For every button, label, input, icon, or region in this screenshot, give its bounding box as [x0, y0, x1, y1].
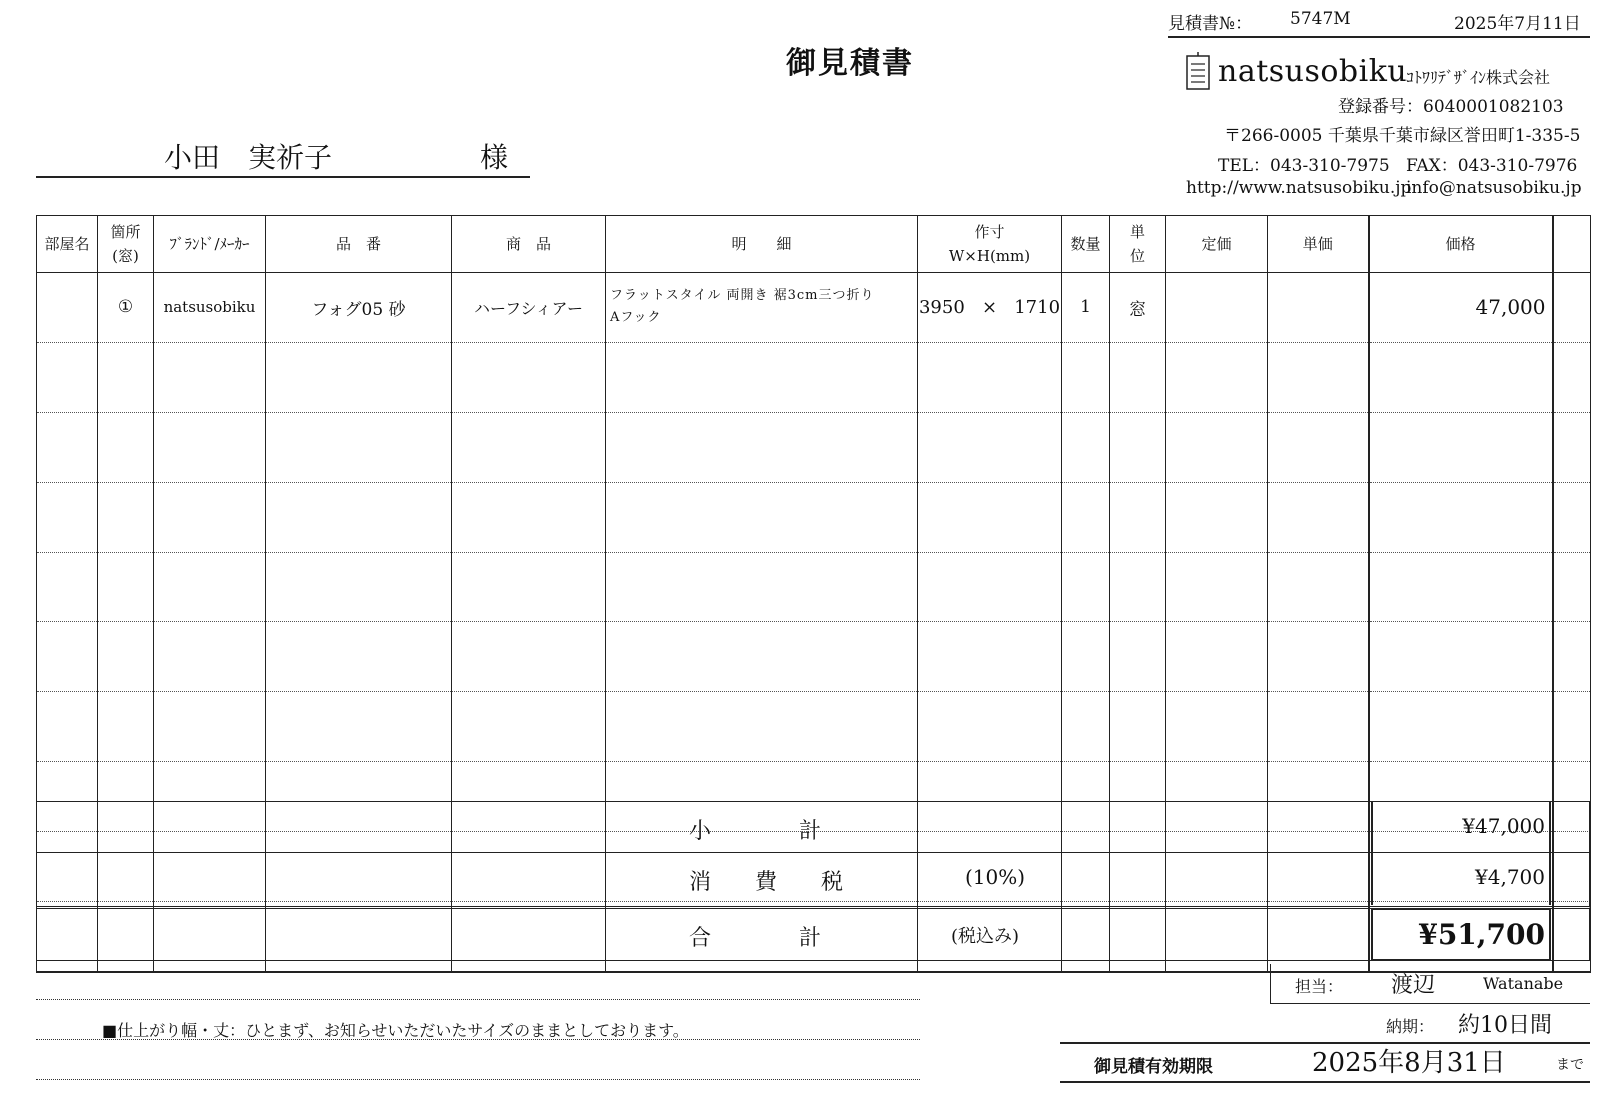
customer-name: 小田 実祈子: [164, 141, 333, 174]
validity-label: 御見積有効期限: [1094, 1057, 1213, 1077]
header-location-line1: 箇所: [110, 223, 141, 241]
cell-extra: [1553, 273, 1591, 343]
tax-rate: (10%): [965, 865, 1026, 889]
company-registration: 登録番号：6040001082103: [1338, 97, 1564, 117]
cell-size: [918, 273, 1062, 343]
validity-bottom-rule: [1060, 1081, 1590, 1083]
tax-row: [36, 853, 1590, 909]
header-location-line2: (窓): [112, 247, 139, 265]
detail-line1: フラットスタイル 両開き 裾3cm三つ折り: [610, 288, 875, 304]
table-row: [37, 482, 1591, 552]
detail-line2: Aフック: [610, 310, 662, 326]
header-price: 価格: [1369, 216, 1553, 273]
subtotal-label: 小 計: [689, 819, 822, 844]
tax-label: 消 費 税: [689, 870, 844, 895]
company-url[interactable]: http://www.natsusobiku.jp: [1186, 178, 1412, 198]
company-fax: FAX：043-310-7976: [1406, 156, 1578, 176]
size-height: 1710: [1014, 296, 1061, 318]
company-address: 〒266-0005 千葉県千葉市緑区誉田町1-335-5: [1224, 126, 1581, 146]
quote-date: 2025年7月11日: [1454, 14, 1581, 34]
header-brand: ﾌﾞﾗﾝﾄﾞ/ﾒｰｶｰ: [154, 216, 266, 273]
company-name: natsusobiku: [1218, 54, 1408, 89]
header-room: 部屋名: [37, 216, 98, 273]
header-size: [918, 216, 1062, 273]
note-divider: [36, 1039, 920, 1040]
header-unit-line1: 単: [1129, 223, 1145, 241]
subtotal-value: ¥47,000: [1371, 801, 1551, 853]
header-list-price: 定価: [1166, 216, 1268, 273]
header-quantity: 数量: [1062, 216, 1110, 273]
table-row: [37, 622, 1591, 692]
delivery-value: 約10日間: [1458, 1013, 1552, 1038]
header-product-number: 品 番: [266, 216, 452, 273]
cell-brand: natsusobiku: [154, 273, 266, 343]
staff-box: [1270, 964, 1590, 1004]
total-row: [36, 909, 1590, 961]
header-detail: 明 細: [606, 216, 918, 273]
quote-number: 5747M: [1290, 9, 1351, 29]
company-logo-icon: [1186, 52, 1210, 90]
validity-date: 2025年8月31日: [1312, 1048, 1506, 1078]
staff-label: 担当：: [1295, 977, 1344, 996]
cell-list-price: [1166, 273, 1268, 343]
table-header-row: [37, 216, 1591, 273]
staff-name-roman: Watanabe: [1483, 974, 1564, 993]
staff-name: 渡辺: [1391, 973, 1436, 998]
header-unit: [1110, 216, 1166, 273]
table-row: [37, 342, 1591, 412]
note-line-1: ■仕上がり幅・丈：ひとまず、お知らせいただいたサイズのままとしております。: [102, 1021, 689, 1040]
cell-location: ①: [98, 273, 154, 343]
header-product: 商 品: [452, 216, 606, 273]
cell-price: 47,000: [1369, 273, 1553, 343]
company-legal-name: ｺﾄﾜﾘﾃﾞｻﾞｲﾝ株式会社: [1406, 68, 1551, 87]
company-email[interactable]: info@natsusobiku.jp: [1406, 178, 1582, 198]
tax-value: ¥4,700: [1371, 852, 1551, 905]
document-meta: [1168, 2, 1590, 38]
customer-honorific: 様: [480, 141, 509, 174]
subtotal-row: [36, 801, 1590, 853]
table-row: [37, 552, 1591, 622]
cell-unit: 窓: [1110, 273, 1166, 343]
validity-suffix: まで: [1556, 1057, 1584, 1073]
cell-unit-price: [1268, 273, 1369, 343]
size-times: ×: [981, 296, 998, 318]
cell-detail: [606, 273, 918, 343]
table-row: [37, 412, 1591, 482]
total-label: 合 計: [689, 926, 822, 951]
cell-product-number: フォグ05 砂: [266, 273, 452, 343]
customer-block: [36, 132, 530, 178]
total-note: (税込み): [951, 926, 1020, 947]
document-title: 御見積書: [786, 46, 914, 81]
cell-product: ハーフシィアー: [452, 273, 606, 343]
header-extra: [1553, 216, 1591, 273]
cell-room: [37, 273, 98, 343]
header-unit-line2: 位: [1129, 247, 1145, 265]
header-location: [98, 216, 154, 273]
header-size-line2: W×H(mm): [948, 247, 1031, 265]
total-value: ¥51,700: [1371, 908, 1551, 961]
note-divider: [36, 1079, 920, 1080]
table-row: [37, 692, 1591, 762]
company-tel: TEL：043-310-7975: [1218, 156, 1390, 176]
header-unit-price: 単価: [1268, 216, 1369, 273]
table-row: [37, 273, 1591, 343]
header-size-line1: 作寸: [974, 223, 1005, 241]
size-width: 3950: [918, 296, 965, 318]
cell-quantity: 1: [1062, 273, 1110, 343]
delivery-label: 納期：: [1386, 1017, 1435, 1036]
quote-number-label: 見積書№：: [1168, 14, 1253, 34]
note-divider: [36, 999, 920, 1000]
